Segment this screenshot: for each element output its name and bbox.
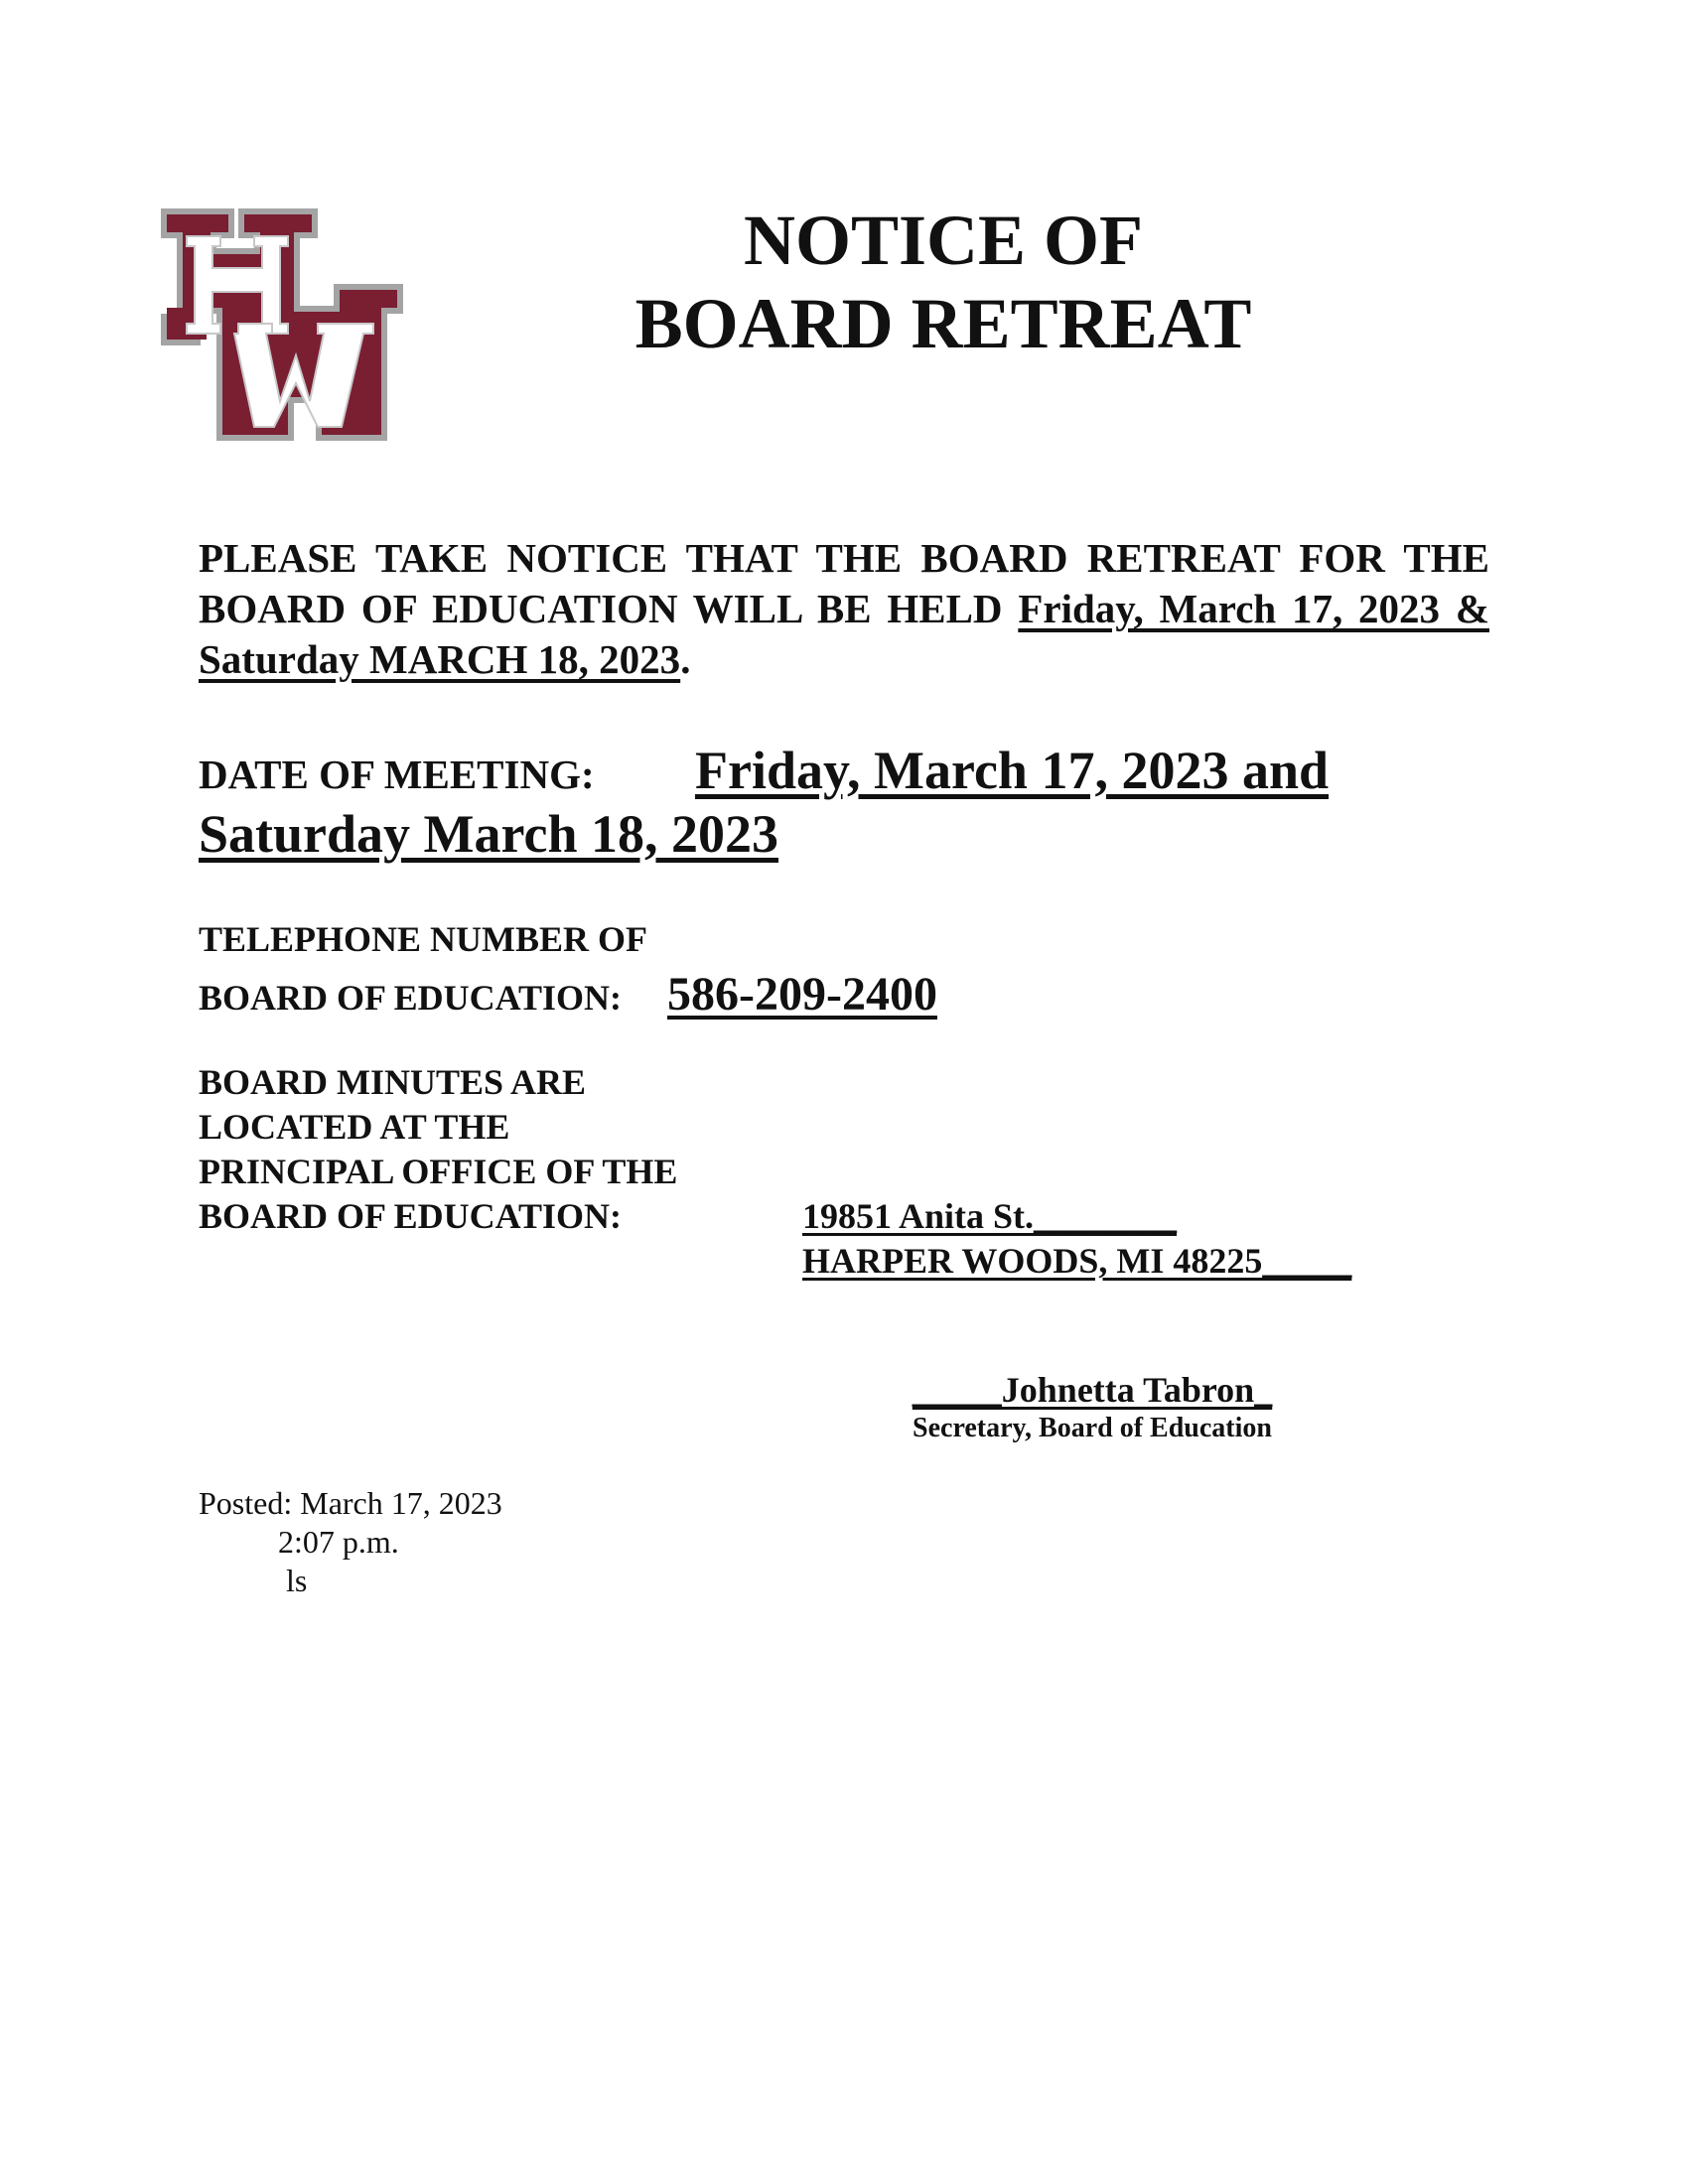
page-title — [496, 199, 1390, 365]
office-address — [802, 1194, 1351, 1284]
address-line-1: 19851 Anita St.________ — [802, 1196, 1178, 1236]
signature-role: Secretary, Board of Education — [913, 1413, 1272, 1443]
telephone-label-1: TELEPHONE NUMBER OF — [199, 919, 648, 959]
minutes-line: BOARD MINUTES ARE — [199, 1062, 587, 1102]
notice-dates: Friday, March 17, 2023 & Saturday MARCH 18, 2023 — [199, 586, 1489, 682]
minutes-line: LOCATED AT THE — [199, 1107, 510, 1147]
notice-paragraph — [199, 533, 1489, 685]
telephone-section — [199, 911, 937, 1025]
hw-logo — [159, 206, 405, 443]
meeting-date-line-2: Saturday March 18, 2023 — [199, 804, 779, 864]
meeting-date-label: DATE OF MEETING: — [199, 751, 595, 797]
signature-name: _____Johnetta Tabron_ — [912, 1370, 1273, 1410]
meeting-date-section — [199, 739, 1489, 866]
title-line-2: BOARD RETREAT — [634, 284, 1252, 363]
minutes-line: PRINCIPAL OFFICE OF THE — [199, 1152, 678, 1191]
meeting-date-line-1: Friday, March 17, 2023 and — [695, 741, 1330, 800]
posted-date: Posted: March 17, 2023 — [199, 1485, 502, 1521]
address-line-2: HARPER WOODS, MI 48225_____ — [802, 1241, 1352, 1281]
notice-end: . — [680, 636, 691, 682]
posted-time: 2:07 p.m. — [199, 1524, 399, 1560]
posted-initials: ls — [199, 1563, 308, 1598]
signature-block — [889, 1368, 1296, 1445]
minutes-location-label — [199, 1060, 677, 1239]
telephone-number: 586-209-2400 — [667, 968, 937, 1021]
telephone-label-2: BOARD OF EDUCATION: — [199, 978, 623, 1018]
minutes-line: BOARD OF EDUCATION: — [199, 1196, 623, 1236]
notice-text: PLEASE TAKE NOTICE THAT THE BOARD RETREAT FOR THE BOARD OF EDUCATION WILL BE HELD — [199, 535, 1489, 631]
title-line-1: NOTICE OF — [743, 201, 1144, 280]
posted-info — [199, 1484, 502, 1600]
